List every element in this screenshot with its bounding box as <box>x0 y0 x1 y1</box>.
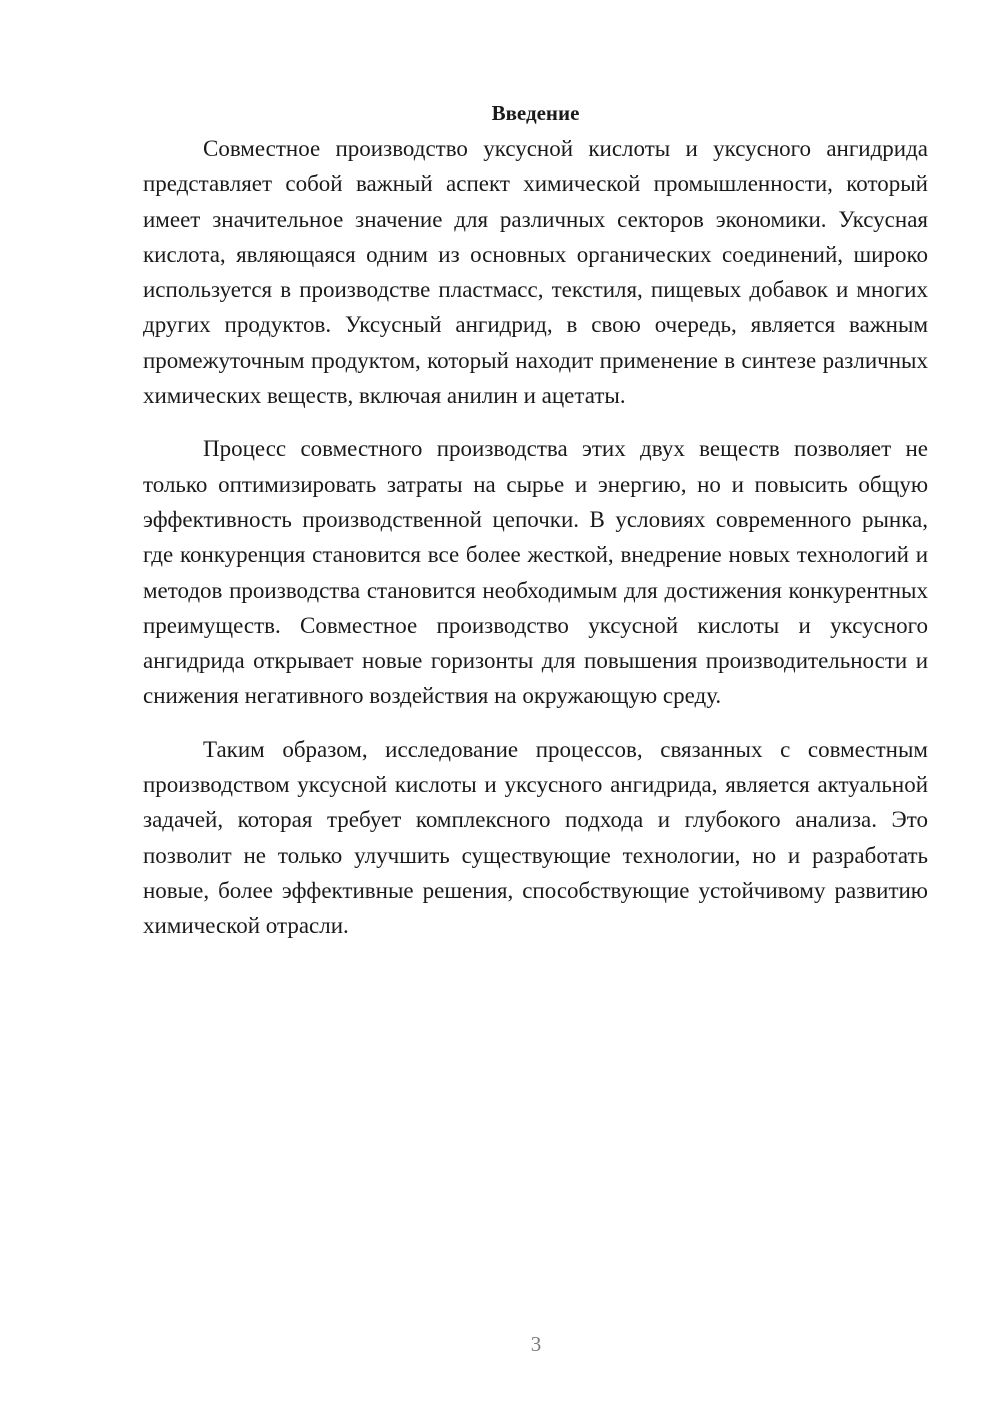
paragraph-2: Процесс совместного производства этих двух веществ позволяет не только оптимизировать затраты на сырье и энергию, но и повысить общую эффективность производственной цепочки. В условиях современного рынка, где конкуренция становится все более жесткой, внедрение новых технологий и методов производства становится необходимым для достижения конкурентных преимуществ. Совместное производство уксусной кислоты и уксусного ангидрида открывает новые горизонты для повышения производительности и снижения негативного воздействия на окружающую среду. <box>143 436 928 709</box>
document-body <box>143 96 928 944</box>
section-heading: Введение <box>491 101 580 125</box>
page-number: 3 <box>530 1332 542 1356</box>
paragraph-1: Совместное производство уксусной кислоты и уксусного ангидрида представляет собой важный аспект химической промышленности, который имеет значительное значение для различных секторов экономики. Уксусная кислота, являющаяся одним из основных органических соединений, широко используется в производстве пластмасс, текстиля, пищевых добавок и многих других продуктов. Уксусный ангидрид, в свою очередь, является важным промежуточным продуктом, который находит применение в синтезе различных химических веществ, включая анилин и ацетаты. <box>143 136 928 409</box>
paragraph-3: Таким образом, исследование процессов, связанных с совместным производством уксусной кислоты и уксусного ангидрида, является актуальной задачей, которая требует комплексного подхода и глубокого анализа. Это позволит не только улучшить существующие технологии, но и разработать новые, более эффективные решения, способствующие устойчивому развитию химической отрасли. <box>143 736 928 939</box>
